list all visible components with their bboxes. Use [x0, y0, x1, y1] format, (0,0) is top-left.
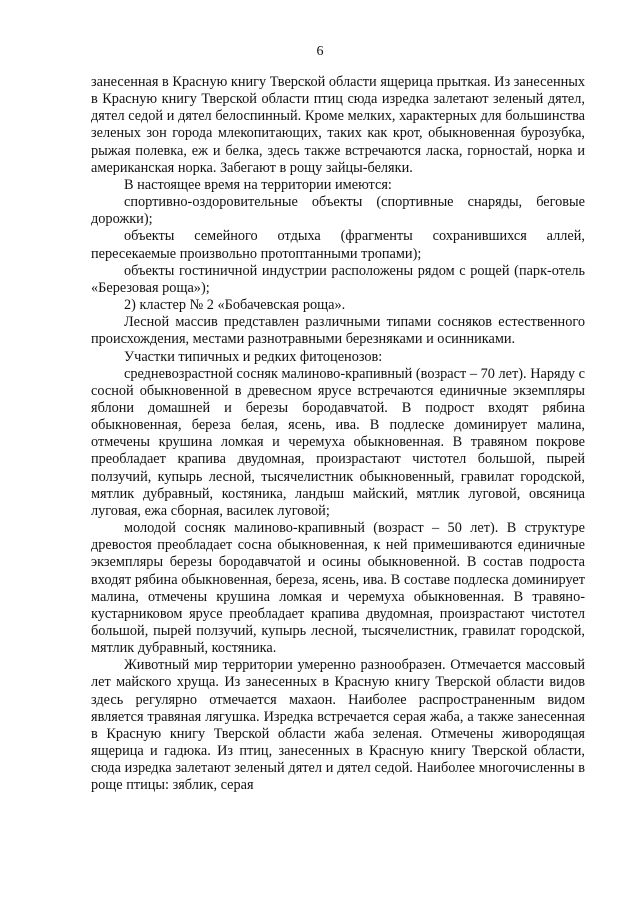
paragraph-sports-objects: спортивно-оздоровительные объекты (спортивные снаряды, беговые дорожки);: [91, 194, 585, 228]
paragraph-cluster-2-heading: 2) кластер № 2 «Бобачевская роща».: [124, 297, 346, 314]
paragraph-fauna: Животный мир территории умеренно разнообразен. Отмечается массовый лет майского хруща. Из занесенных в Красную книгу Тверской области видов здесь регулярно отмечается махаон. Наиболее распространенным видом является травяная лягушка. Изредка встречается серая жаба, а также занесенная в Красную книгу Тверской области жаба зеленая. Отмечены живородящая ящерица и гадюка. Из птиц, занесенных в Красную книгу Тверской области, сюда изредка залетают зеленый дятел и дятел седой. Наиболее многочисленны в роще птицы: зяблик, серая: [91, 657, 585, 794]
page-number: 6: [316, 44, 324, 59]
document-body: [91, 74, 585, 795]
paragraph-current-objects-intro: В настоящее время на территории имеются:: [124, 176, 392, 193]
paragraph-mature-pine-forest: средневозрастной сосняк малиново-крапивный (возраст – 70 лет). Наряду с сосной обыкновенной в древесном ярусе встречаются единичные экземпляры яблони домашней и березы бородавчатой. В подрост входят рябина обыкновенная, береза белая, ясень, ива. В подлеске доминирует малина, отмечены крушина ломкая и черемуха обыкновенная. В травяном покрове преобладает крапива двудомная, произрастают чистотел большой, пырей ползучий, купырь лесной, тысячелистник обыкновенный, гравилат городской, мятлик дубравный, костяника, ландыш майский, мятлик луговой, овсяница луговая, ежа сборная, василек луговой;: [91, 365, 585, 519]
paragraph-hotel-industry: объекты гостиничной индустрии расположены рядом с рощей (парк-отель «Березовая роща»);: [91, 262, 585, 296]
paragraph-fauna-continued: занесенная в Красную книгу Тверской области ящерица прыткая. Из занесенных в Красную книгу Тверской области птиц сюда изредка залетают зеленый дятел, дятел седой и дятел белоспинный. Кроме мелких, характерных для большинства зеленых зон города млекопитающих, таких как крот, обыкновенная бурозубка, рыжая полевка, еж и белка, здесь также встречаются ласка, горностай, норка и американская норка. Забегают в рощу зайцы-беляки.: [91, 74, 585, 176]
paragraph-young-pine-forest: молодой сосняк малиново-крапивный (возраст – 50 лет). В структуре древостоя преобладает сосна обыкновенная, к ней примешиваются единичные экземпляры березы бородавчатой и осины обыкновенной. В состав подроста входят рябина обыкновенная, береза, ясень, ива. В составе подлеска доминирует малина, отмечены крушина ломкая и черемуха обыкновенная. В травяно-кустарниковом ярусе преобладает крапива двудомная, произрастают чистотел большой, пырей ползучий, купырь лесной, тысячелистник, гравилат городской, мятлик дубравный, костяника.: [91, 520, 585, 657]
paragraph-family-recreation: объекты семейного отдыха (фрагменты сохранившихся аллей, пересекаемые произвольно протоптанными тропами);: [91, 228, 585, 262]
paragraph-phytocenoses-intro: Участки типичных и редких фитоценозов:: [124, 348, 383, 365]
paragraph-forest-description: Лесной массив представлен различными типами сосняков естественного происхождения, местами разнотравными березняками и осинниками.: [91, 314, 585, 348]
